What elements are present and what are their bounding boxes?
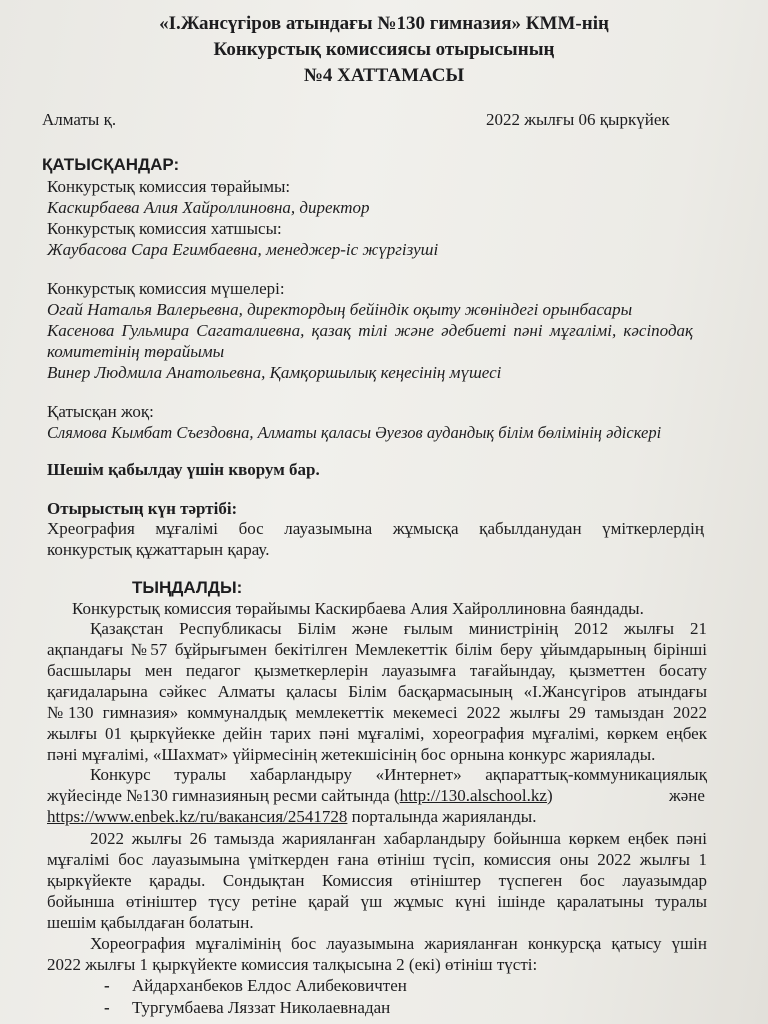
bullet-dash: - <box>104 976 110 995</box>
listened-p4-line: мұғалімі бос лауазымына үміткерден ғана өтініш түсіп, комиссия оны 2022 жылғы 1 <box>47 850 707 869</box>
listened-p4-line: қыркүйекте қарады. Сондықтан Комиссия өтініштер түспеген бос лауазымдар <box>47 871 707 890</box>
p3-text: жүйесінде №130 гимназияның ресми сайтында ( <box>47 786 400 805</box>
listened-p3-line: Конкурс туралы хабарландыру «Интернет» ақпараттық-коммуникациялық <box>90 765 707 784</box>
agenda-line-1: Хреография мұғалімі бос лауазымына жұмысқа қабылданудан үміткерлердің <box>47 519 704 538</box>
member-3: Винер Людмила Анатольевна, Қамқоршылық кеңесінің мүшесі <box>47 363 502 382</box>
listened-p2-line: ақпандағы №57 бұйрығымен бекітілген Мемлекеттік білім беру ұйымдарының бірінші <box>47 640 707 659</box>
secretary-label: Конкурстық комиссия хатшысы: <box>47 219 282 238</box>
date: 2022 жылғы 06 қыркүйек <box>486 110 670 129</box>
listened-p2-line: жылғы 01 қыркүйекке дейін тарих пәні мұғалімі, хореография мұғалімі, көркем еңбек <box>47 724 707 743</box>
header-line-2: Конкурстық комиссиясы отырысының <box>213 39 555 60</box>
bullet-dash: - <box>104 998 110 1017</box>
listened-p1: Конкурстық комиссия төрайымы Каскирбаева Алия Хайроллиновна баяндады. <box>72 599 644 618</box>
header-line-1: «І.Жансүгіров атындағы №130 гимназия» КММ-нің <box>159 13 609 34</box>
listened-p3-line <box>47 786 553 806</box>
listened-p4-line: 2022 жылғы 26 тамызда жарияланған хабарландыру бойынша көркем еңбек пәні <box>90 829 707 848</box>
enbek-link[interactable]: https://www.enbek.kz/ru/вакансия/2541728 <box>47 807 348 826</box>
candidate-item: Тургумбаева Ляззат Николаевнадан <box>132 998 391 1017</box>
participants-heading: ҚАТЫСҚАНДАР: <box>42 155 180 174</box>
listened-p3-line <box>47 807 536 827</box>
listened-p4-line: бойынша өтініштер түсу ретіне қарай үш жұмыс күні ішінде қаралатыны туралы <box>47 892 707 911</box>
listened-p2-line: Қазақстан Республикасы Білім және ғылым министрінің 2012 жылғы 21 <box>90 619 707 638</box>
agenda-line-2: конкурстық құжаттарын қарау. <box>47 540 270 559</box>
p3-text: ) <box>546 786 553 805</box>
listened-p5-line: 2022 жылғы 1 қыркүйекте комиссия талқысына 2 (екі) өтініш түсті: <box>47 955 538 974</box>
absent-name: Слямова Кымбат Съездовна, Алматы қаласы Әуезов аудандық білім бөлімінің әдіскері <box>47 423 662 442</box>
members-label: Конкурстық комиссия мүшелері: <box>47 279 285 298</box>
school-site-link[interactable]: http://130.alschool.kz <box>399 786 547 805</box>
listened-p2-line: №130 гимназия» коммуналдық мемлекеттік мекемесі 2022 жылғы 29 тамыздан 2022 <box>47 703 707 722</box>
p3-text: порталында жарияланды. <box>347 807 537 826</box>
listened-p4-line: шешім қабылдаған болатын. <box>47 913 254 932</box>
absent-label: Қатысқан жоқ: <box>47 402 154 421</box>
chair-label: Конкурстық комиссия төрайымы: <box>47 177 291 196</box>
member-1: Огай Наталья Валерьевна, директордың бейіндік оқыту жөніндегі орынбасары <box>47 300 633 319</box>
listened-p5-line: Хореография мұғалімінің бос лауазымына жарияланған конкурсқа қатысу үшін <box>90 934 707 953</box>
listened-p2-line: басшылары мен педагог қызметкерлерін лауазымға тағайындау, қызметтен босату <box>47 661 707 680</box>
member-2-line-1: Касенова Гульмира Сагаталиевна, қазақ тілі және әдебиеті пәні мұғалімі, кәсіподақ <box>47 321 693 340</box>
listened-p2-line: пәні мұғалімі, «Шахмат» үйірмесінің жетекшісінің бос орнына конкурс жариялады. <box>47 745 656 764</box>
candidate-item: Айдарханбеков Елдос Алибековичтен <box>132 976 407 995</box>
quorum-statement: Шешім қабылдау үшін кворум бар. <box>47 460 320 479</box>
p3-text: және <box>669 786 705 805</box>
protocol-title: №4 ХАТТАМАСЫ <box>303 65 465 86</box>
listened-p2-line: қағидаларына сәйкес Алматы қаласы Білім басқармасының «І.Жансүгіров атындағы <box>47 682 707 701</box>
place: Алматы қ. <box>42 110 117 129</box>
member-2-line-2: комитетінің төрайымы <box>47 342 225 361</box>
agenda-heading: Отырыстың күн тәртібі: <box>47 499 238 518</box>
listened-heading: ТЫҢДАЛДЫ: <box>132 578 243 597</box>
chair-name: Каскирбаева Алия Хайроллиновна, директор <box>47 198 370 217</box>
secretary-name: Жаубасова Сара Егимбаевна, менеджер-іс жүргізуші <box>47 240 439 259</box>
